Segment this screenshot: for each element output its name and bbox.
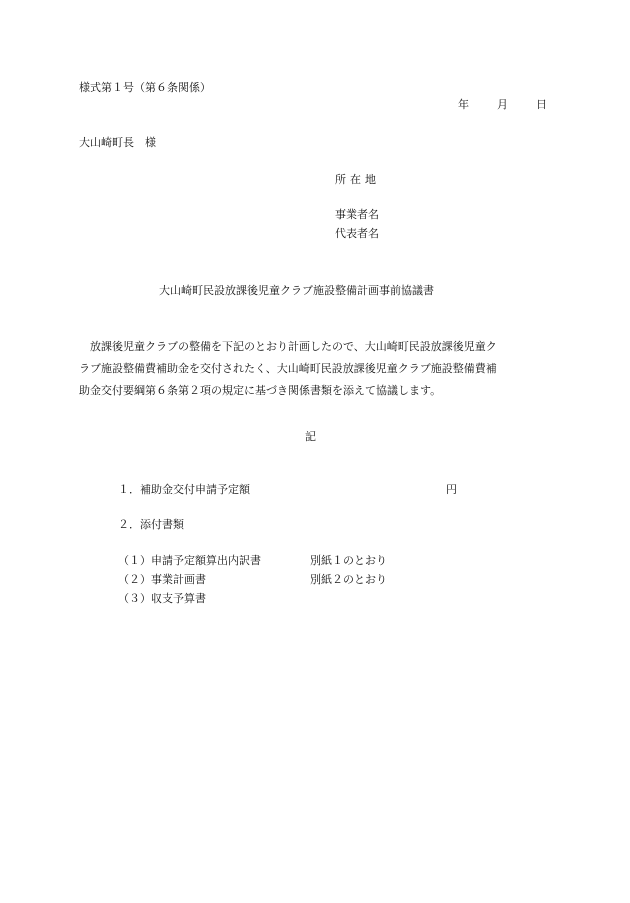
addressee: 大山崎町長 様 — [79, 136, 156, 149]
date-year: 年 — [458, 98, 469, 111]
attachment-label: （２）事業計画書 — [118, 573, 206, 586]
item-subsidy-amount-unit: 円 — [446, 483, 457, 496]
attachment-note: 別紙２のとおり — [310, 573, 387, 586]
date-day: 日 — [536, 98, 547, 111]
attachment-row — [118, 574, 387, 585]
item-attachments-label: ２．添付書類 — [118, 518, 184, 531]
attachment-label: （１）申請予定額算出内訳書 — [118, 554, 261, 567]
form-number: 様式第１号（第６条関係） — [79, 81, 211, 94]
body-line: ラブ施設整備費補助金を交付されたく、大山崎町民設放課後児童クラブ施設整備費補 — [79, 362, 497, 375]
attachment-note: 別紙１のとおり — [310, 554, 387, 567]
attachment-row — [118, 555, 387, 566]
date-month: 月 — [497, 98, 508, 111]
ki-heading: 記 — [305, 430, 316, 443]
body-line: 放課後児童クラブの整備を下記のとおり計画したので、大山崎町民設放課後児童ク — [79, 340, 497, 353]
business-name-label: 事業者名 — [335, 208, 379, 221]
date-line — [458, 99, 547, 110]
attachment-row — [118, 593, 310, 604]
address-label: 所在地 — [335, 173, 380, 186]
item-subsidy-amount-label: １．補助金交付申請予定額 — [118, 483, 250, 496]
document-title: 大山崎町民設放課後児童クラブ施設整備計画事前協議書 — [159, 284, 434, 297]
body-text — [79, 336, 559, 402]
attachment-label: （３）収支予算書 — [118, 592, 206, 605]
body-line: 助金交付要綱第６条第２項の規定に基づき関係書類を添えて協議します。 — [79, 384, 442, 397]
representative-label: 代表者名 — [335, 227, 379, 240]
